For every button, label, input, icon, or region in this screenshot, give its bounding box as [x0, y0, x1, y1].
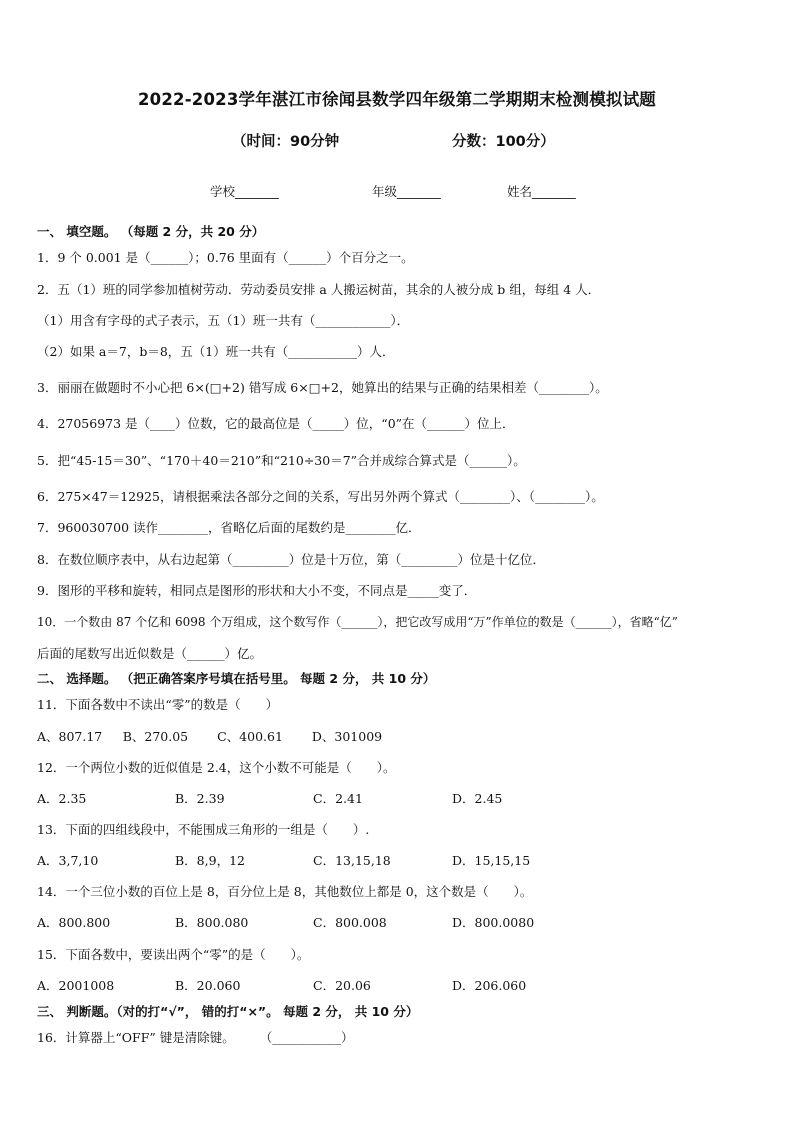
question-1: 1．9 个 0.001 是（______）；0.76 里面有（______）个百分之一。	[37, 250, 414, 265]
question-15: 15．下面各数中，要读出两个“零”的是（ ）。	[37, 947, 310, 962]
question-10: 10．一个数由 87 个亿和 6098 个万组成，这个数写作（______），把它改写成用“万”作单位的数是（______），省略“亿”	[37, 615, 678, 629]
question-14-option-c: C．800.008	[313, 915, 387, 930]
question-12-option-c: C．2.41	[313, 791, 363, 806]
question-14-option-d: D．800.0080	[452, 915, 535, 930]
question-13-option-c: C．13,15,18	[313, 853, 391, 868]
question-2-part-2: （2）如果 a＝7，b＝8，五（1）班一共有（___________）人．	[37, 344, 395, 359]
section-multiple-choice: 二、 选择题。 （把正确答案序号填在括号里。 每题 2 分， 共 10 分）	[37, 671, 436, 686]
question-15-option-c: C．20.06	[313, 978, 371, 993]
question-6: 6．275×47＝12925，请根据乘法各部分之间的关系，写出另外两个算式（________）、（________）。	[37, 489, 604, 504]
question-12-option-d: D．2.45	[452, 791, 503, 806]
exam-title: 2022-2023学年湛江市徐闻县数学四年级第二学期期末检测模拟试题	[138, 90, 656, 109]
question-13-option-b: B．8,9，12	[175, 853, 245, 868]
question-9: 9．图形的平移和旋转，相同点是图形的形状和大小不变，不同点是_____变了．	[37, 583, 477, 598]
section-fill-blank: 一、 填空题。 （每题 2 分，共 20 分）	[37, 224, 265, 239]
question-13-option-d: D．15,15,15	[452, 853, 531, 868]
question-5: 5．把“45-15＝30”、“170＋40＝210”和“210÷30＝7”合并成综合算式是（______）。	[37, 453, 526, 468]
question-12: 12．一个两位小数的近似值是 2.4，这个小数不可能是（ ）。	[37, 760, 396, 775]
grade-field: 年级_______	[372, 184, 441, 199]
question-10-continued: 后面的尾数写出近似数是（______）亿。	[37, 646, 263, 661]
question-14-option-a: A．800.800	[37, 915, 111, 930]
question-13: 13．下面的四组线段中，不能围成三角形的一组是（ ）.	[37, 822, 370, 837]
section-true-false: 三、 判断题。（对的打“√”， 错的打“×”。 每题 2 分， 共 10 分）	[37, 1004, 419, 1019]
question-11: 11．下面各数中不读出“零”的数是（ ）	[37, 697, 279, 712]
name-field: 姓名_______	[507, 184, 576, 199]
question-15-option-b: B．20.060	[175, 978, 241, 993]
question-12-option-a: A．2.35	[37, 791, 87, 806]
question-12-option-b: B．2.39	[175, 791, 225, 806]
question-14-option-b: B．800.080	[175, 915, 249, 930]
school-field: 学校_______	[210, 184, 279, 199]
question-14: 14．一个三位小数的百位上是 8，百分位上是 8，其他数位上都是 0，这个数是（ ）。	[37, 884, 533, 899]
question-3: 3．丽丽在做题时不小心把 6×(□+2) 错写成 6×□+2，她算出的结果与正确的结果相差（________）。	[37, 380, 608, 395]
question-2: 2．五（1）班的同学参加植树劳动．劳动委员安排 a 人搬运树苗，其余的人被分成 b 组，每组 4 人．	[37, 282, 601, 297]
question-13-option-a: A．3,7,10	[37, 853, 99, 868]
question-16: 16．计算器上“OFF” 键是清除键。 （___________）	[37, 1030, 354, 1045]
question-11-options: A、807.17 B、270.05 C、400.61 D、301009	[37, 729, 383, 744]
exam-score: 分数：100分）	[452, 134, 555, 150]
question-15-option-d: D．206.060	[452, 978, 527, 993]
question-8: 8．在数位顺序表中，从右边起第（_________）位是十万位，第（_________）位是十亿位．	[37, 552, 545, 567]
exam-time: （时间：90分钟	[232, 134, 340, 150]
question-4: 4．27056973 是（____）位数，它的最高位是（_____）位，“0”在（______）位上．	[37, 416, 515, 431]
question-2-part-1: （1）用含有字母的式子表示，五（1）班一共有（____________）．	[37, 313, 410, 328]
question-7: 7．960030700 读作________，省略亿后面的尾数约是________亿．	[37, 520, 421, 535]
question-15-option-a: A．2001008	[37, 978, 115, 993]
